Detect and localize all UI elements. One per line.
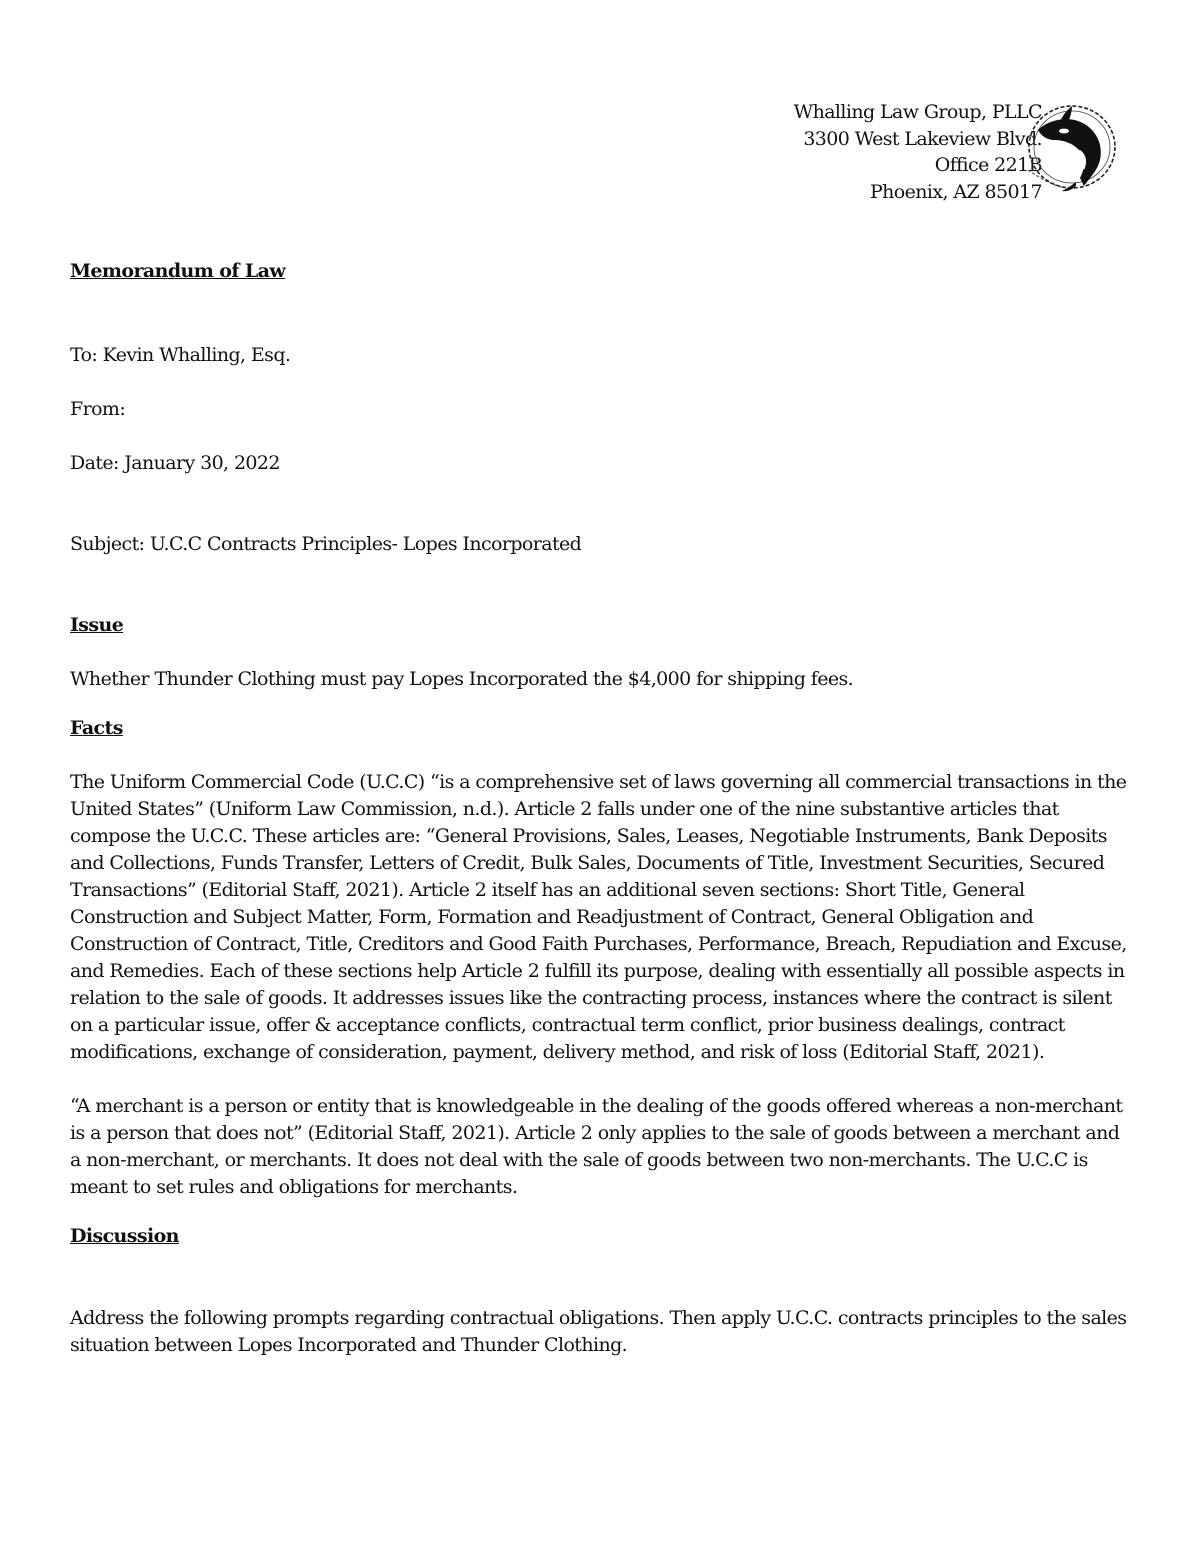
memo-title: Memorandum of Law bbox=[70, 260, 286, 282]
office-number: Office 221B bbox=[934, 154, 1042, 176]
facts-paragraph-1: The Uniform Commercial Code (U.C.C) “is a comprehensive set of laws governing all commercial transactions in the United States” (Uniform Law Commission, n.d.). Article 2 falls under one of the nine substantive articles that compose the U.C.C. These articles are: “General Provisions, Sales, Leases, Negotiable Instruments, Bank Deposits and Collections, Funds Transfer, Letters of Credit, Bulk Sales, Documents of Title, Investment Securities, Secured Transactions” (Editorial Staff, 2021). Article 2 itself has an additional seven sections: Short Title, General Construction and Subject Matter, Form, Formation and Readjustment of Contract, General Obligation and Construction of Contract, Title, Creditors and Good Faith Purchases, Performance, Breach, Repudiation and Excuse, and Remedies. Each of these sections help Article 2 fulfill its purpose, dealing with essentially all possible aspects in relation to the sale of goods. It addresses issues like the contracting process, instances where the contract is silent on a particular issue, offer & acceptance conflicts, contractual term conflict, prior business dealings, contract modifications, exchange of consideration, payment, delivery method, and risk of loss (Editorial Staff, 2021). bbox=[70, 771, 1127, 1063]
memo-subject: Subject: U.C.C Contracts Principles- Lopes Incorporated bbox=[70, 533, 582, 555]
memo-date: Date: January 30, 2022 bbox=[70, 452, 280, 474]
discussion-text: Address the following prompts regarding contractual obligations. Then apply U.C.C. contracts principles to the sales situation between Lopes Incorporated and Thunder Clothing. bbox=[70, 1307, 1127, 1356]
letterhead-address bbox=[794, 99, 1042, 205]
issue-heading: Issue bbox=[70, 614, 124, 636]
facts-paragraph-2: “A merchant is a person or entity that is knowledgeable in the dealing of the goods offered whereas a non-merchant is a person that does not” (Editorial Staff, 2021). Article 2 only applies to the sale of goods between a merchant and a non-merchant, or merchants. It does not deal with the sale of goods between two non-merchants. The U.C.C is meant to set rules and obligations for merchants. bbox=[70, 1095, 1123, 1198]
memo-body bbox=[70, 258, 1130, 1359]
issue-text: Whether Thunder Clothing must pay Lopes Incorporated the $4,000 for shipping fees. bbox=[70, 668, 854, 690]
facts-heading: Facts bbox=[70, 717, 123, 739]
memo-to: To: Kevin Whalling, Esq. bbox=[70, 344, 291, 366]
memo-from: From: bbox=[70, 398, 126, 420]
orca-whale-logo-icon bbox=[1020, 100, 1120, 196]
discussion-heading: Discussion bbox=[70, 1225, 179, 1247]
city-state-zip: Phoenix, AZ 85017 bbox=[869, 180, 1042, 203]
street-address: 3300 West Lakeview Blvd. bbox=[803, 127, 1042, 150]
firm-name: Whalling Law Group, PLLC bbox=[793, 101, 1042, 123]
